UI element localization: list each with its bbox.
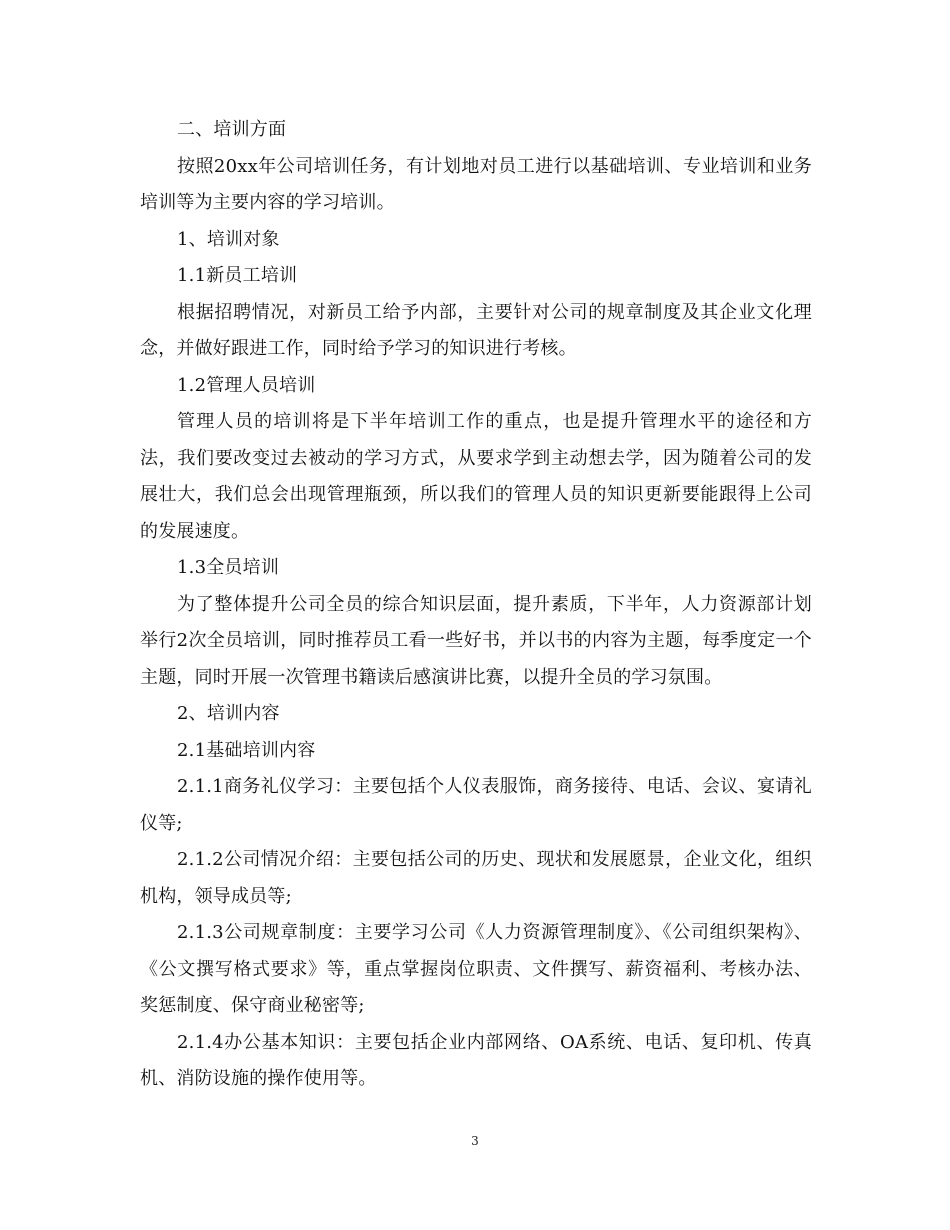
body-paragraph: 按照20xx年公司培训任务，有计划地对员工进行以基础培训、专业培训和业务培训等为主要内容的学习培训。 [140,155,812,213]
body-paragraph: 根据招聘情况，对新员工给予内部，主要针对公司的规章制度及其企业文化理念，并做好跟进工作，同时给予学习的知识进行考核。 [140,301,812,359]
subsection-heading: 1.2管理人员培训 [177,374,316,396]
subsection-heading: 2、培训内容 [177,703,280,724]
list-item: 2.1.1商务礼仪学习：主要包括个人仪表服饰，商务接待、电话、会议、宴请礼仪等; [140,776,812,834]
subsection-heading: 1.1新员工培训 [177,265,298,286]
subsection-heading: 1、培训对象 [177,228,280,250]
section-heading: 二、培训方面 [177,119,287,140]
subsection-heading: 2.1基础培训内容 [177,739,316,761]
list-item: 2.1.4办公基本知识：主要包括企业内部网络、OA系统、电话、复印机、传真机、消防设施的操作使用等。 [140,1031,812,1089]
page-number: 3 [471,1134,479,1148]
list-item: 2.1.2公司情况介绍：主要包括公司的历史、现状和发展愿景，企业文化，组织机构，领导成员等; [140,849,812,907]
body-paragraph: 为了整体提升公司全员的综合知识层面，提升素质，下半年，人力资源部计划举行2次全员培训，同时推荐员工看一些好书，并以书的内容为主题，每季度定一个主题，同时开展一次管理书籍读后感演讲比赛，以提升全员的学习氛围。 [140,593,812,688]
body-paragraph: 管理人员的培训将是下半年培训工作的重点，也是提升管理水平的途径和方法，我们要改变过去被动的学习方式，从要求学到主动想去学，因为随着公司的发展壮大，我们总会出现管理瓶颈，所以我们的管理人员的知识更新要能跟得上公司的发展速度。 [140,411,812,542]
list-item: 2.1.3公司规章制度：主要学习公司《人力资源管理制度》、《公司组织架构》、《公文撰写格式要求》等，重点掌握岗位职责、文件撰写、薪资福利、考核办法、奖惩制度、保守商业秘密等; [140,922,812,1016]
subsection-heading: 1.3全员培训 [177,557,280,578]
document-body [140,112,812,1098]
